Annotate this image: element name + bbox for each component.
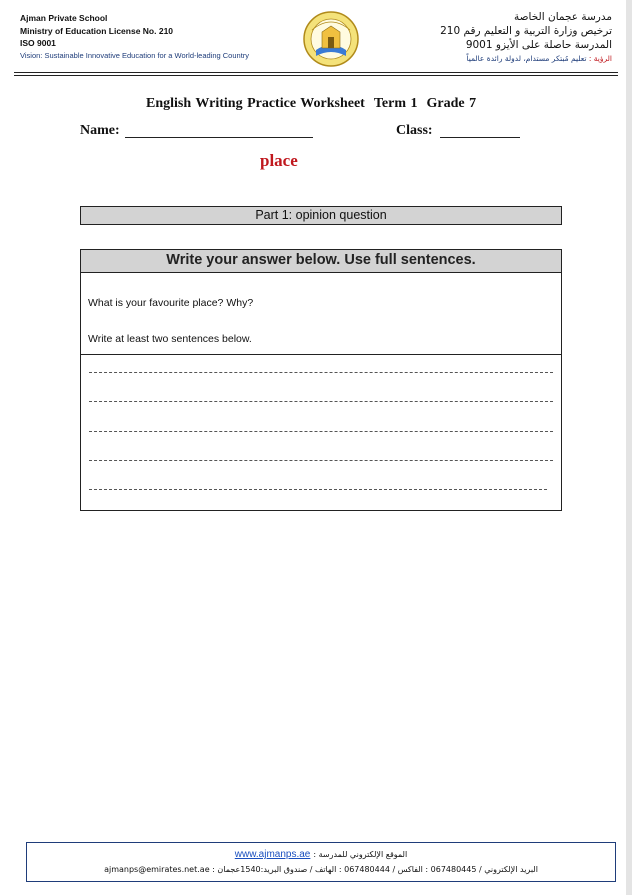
website-label-arabic: : الموقع الإلكتروني للمدرسة [313, 850, 408, 859]
vision-body-arabic: تعليم مُبتكر مستدام، لدولة رائدة عالمياً [466, 54, 587, 63]
worksheet-title-text: English Writing Practice Worksheet [146, 96, 365, 111]
writing-line[interactable] [89, 460, 553, 461]
vision-label-arabic: الرؤية : [588, 54, 612, 63]
vision-text-arabic [440, 52, 612, 66]
topic-heading: place [260, 151, 298, 170]
header-rule-thin [14, 75, 618, 76]
answer-box-heading: Write your answer below. Use full sentences. [81, 250, 561, 273]
writing-line[interactable] [89, 372, 553, 373]
iso-text: ISO 9001 [20, 38, 56, 48]
question-text: What is your favourite place? Why? [88, 297, 254, 309]
letterhead-english [20, 12, 249, 62]
writing-line[interactable] [89, 401, 553, 402]
vision-text: Vision: Sustainable Innovative Education for a World-leading Country [20, 50, 250, 60]
header-rule [14, 72, 618, 73]
website-link[interactable]: www.ajmanps.ae [234, 849, 311, 860]
term-text: Term 1 [373, 96, 418, 111]
school-name: Ajman Private School [20, 13, 108, 23]
letterhead [14, 8, 618, 70]
answer-box [80, 249, 562, 511]
name-label: Name: [80, 123, 120, 138]
grade-text: Grade 7 [426, 96, 477, 111]
class-label: Class: [396, 123, 433, 138]
license-text: Ministry of Education License No. 210 [20, 25, 174, 36]
license-text-arabic: ترخيص وزارة التربية و التعليم رقم 210 [440, 25, 612, 37]
school-crest-icon [302, 10, 360, 68]
name-field[interactable] [125, 137, 313, 138]
writing-line[interactable] [89, 431, 553, 432]
class-field[interactable] [440, 137, 520, 138]
letterhead-arabic [440, 10, 612, 66]
footer-website-row [27, 849, 615, 860]
worksheet-title [146, 96, 485, 112]
footer [26, 842, 616, 882]
writing-line[interactable] [89, 489, 547, 490]
footer-contact-row: ajmanps@emirates.net.ae : البريد الإلكتروني / 067480445 : الفاكس / 067480444 : الهاتف / صندوق البريد:1540عجمان [104, 865, 538, 874]
instruction-text: Write at least two sentences below. [88, 333, 252, 345]
school-name-arabic: مدرسة عجمان الخاصة [514, 11, 612, 23]
question-divider [81, 354, 561, 355]
iso-text-arabic: المدرسة حاصلة على الأيزو 9001 [465, 39, 612, 51]
part-heading: Part 1: opinion question [80, 206, 562, 225]
